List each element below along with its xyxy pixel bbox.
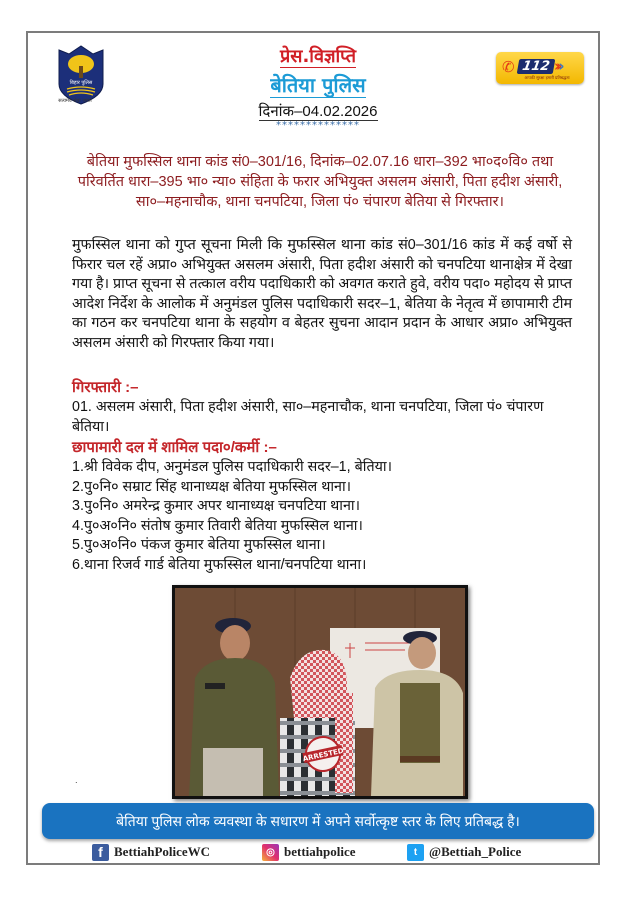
team-list bbox=[72, 458, 392, 576]
svg-text:बिहार पुलिस: बिहार पुलिस bbox=[69, 80, 93, 86]
team-member: 6.थाना रिजर्व गार्ड बेतिया मुफस्सिल थाना/चनपटिया थाना। bbox=[72, 556, 367, 573]
arrest-photo bbox=[172, 585, 468, 799]
org-title: बेतिया पुलिस bbox=[270, 73, 366, 97]
social-twitter[interactable] bbox=[407, 843, 521, 861]
arrest-item: 01. असलम अंसारी, पिता हदीश अंसारी, सा०–महनाचौक, थाना चनपटिया, जिला पं० चंपारण बेतिया। bbox=[72, 399, 544, 435]
team-member: 4.पु०अ०नि० संतोष कुमार तिवारी बेतिया मुफस्सिल थाना। bbox=[72, 517, 363, 534]
facebook-handle[interactable]: BettiahPoliceWC bbox=[114, 844, 211, 859]
arrest-heading: गिरफ्तारी :– bbox=[72, 379, 139, 396]
instagram-handle[interactable]: bettiahpolice bbox=[284, 844, 356, 859]
stars-divider: ************** bbox=[276, 120, 360, 131]
facebook-icon: f bbox=[92, 844, 109, 861]
press-release-title: प्रेस.विज्ञप्ति bbox=[280, 46, 356, 67]
helpline-112-badge bbox=[496, 52, 584, 84]
twitter-handle[interactable]: @Bettiah_Police bbox=[429, 844, 522, 859]
chevron-right-icon: ››› bbox=[554, 57, 561, 75]
subject-heading: बेतिया मुफस्सिल थाना कांड सं0–301/16, दिनांक–02.07.16 धारा–392 भा०द०वि० तथा परिवर्तित धारा–395 भा० न्या० संहिता के फरार अभियुक्त असलम अंसारी, पिता हदीश अंसारी, सा०–महनाचौक, थाना चनपटिया, जिला पं० चंपारण बेतिया से गिरफ्तार। bbox=[77, 154, 563, 210]
release-date: दिनांक–04.02.2026 bbox=[258, 103, 378, 120]
team-member: 2.पु०नि० सम्राट सिंह थानाध्यक्ष बेतिया मुफस्सिल थाना। bbox=[72, 478, 352, 495]
body-paragraph: मुफस्सिल थाना को गुप्त सूचना मिली कि मुफस्सिल थाना कांड सं0–301/16 कांड में कई वर्षो से फिरार चल रहें अप्रा० अभियुक्त असलम अंसारी, पिता हदीश अंसारी को चनपटिया थानाक्षेत्र में देखा गया है। प्राप्त सूचना से तत्काल वरीय पदाधिकारी को अवगत कराते हुवे, वरीय पदा० महोदय से प्राप्त आदेश निर्देश के आलोक में अनुमंडल पुलिस पदाधिकारी सदर–1, बेतिया के नेतृत्व में छापामारी टीम का गठन कर चनपटिया थाना के सहयोग व बेहतर सुचना आदान प्रदान के आधार अप्रा० अभियुक्त असलम अंसारी को गिरफ्तार किया गया। bbox=[72, 237, 572, 351]
team-heading: छापामारी दल में शामिल पदा०/कर्मी :– bbox=[72, 439, 277, 456]
team-member: 3.पु०नि० अमरेन्द्र कुमार अपर थानाध्यक्ष चनपटिया थाना। bbox=[72, 498, 361, 515]
social-instagram[interactable] bbox=[262, 843, 356, 861]
svg-text:ARRESTED: ARRESTED bbox=[302, 746, 345, 764]
team-member: 5.पु०अ०नि० पंकज कुमार बेतिया मुफस्सिल थाना। bbox=[72, 537, 326, 554]
team-member: 1.श्री विवेक दीप, अनुमंडल पुलिस पदाधिकारी सदर–1, बेतिया। bbox=[72, 459, 393, 475]
instagram-icon: ◎ bbox=[262, 844, 279, 861]
social-facebook[interactable] bbox=[92, 843, 210, 861]
motto-banner: बेतिया पुलिस लोक व्यवस्था के सधारण में अपने सर्वोत्कृष्ट स्तर के लिए प्रतिबद्ध है। bbox=[42, 803, 594, 839]
helpline-number: 112 bbox=[517, 59, 556, 74]
twitter-icon: t bbox=[407, 844, 424, 861]
helpline-tagline: आपकी सुरक्षा हमारी प्रतिबद्धता bbox=[524, 75, 570, 80]
logo-caption: सत्यमेव सेवा जयते bbox=[58, 98, 92, 104]
page-mark: . bbox=[75, 776, 78, 785]
phone-icon: ✆ bbox=[502, 58, 515, 76]
